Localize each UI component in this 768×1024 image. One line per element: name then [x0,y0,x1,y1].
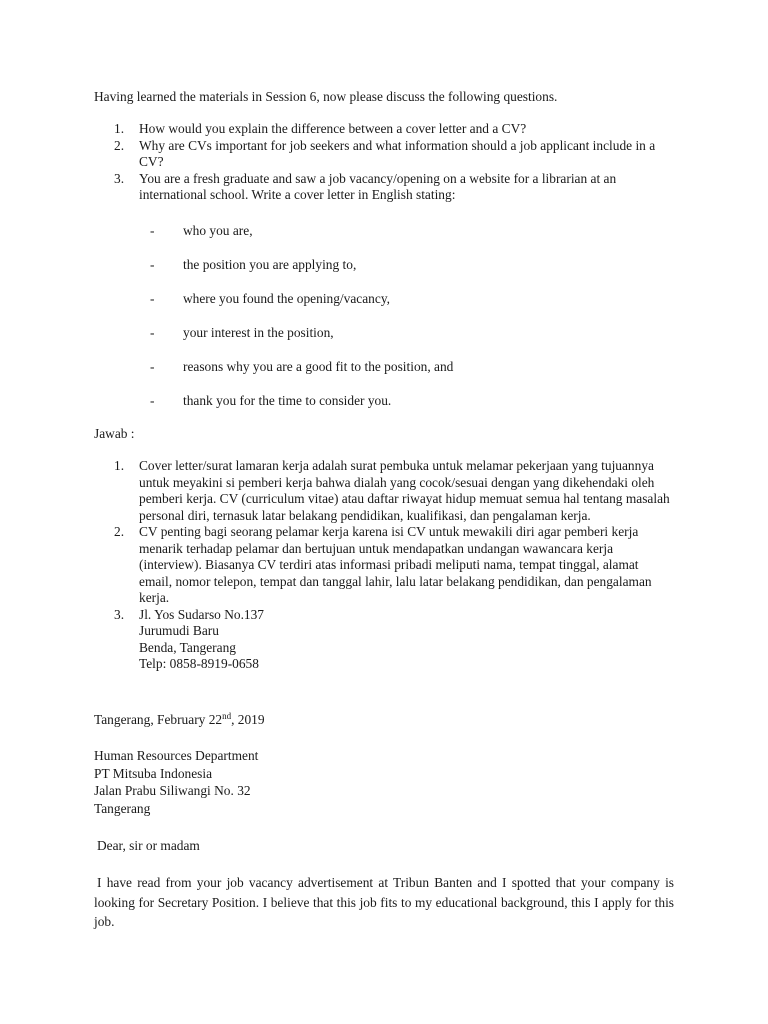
question-number: 1. [114,121,125,136]
sender-address-line: Jurumudi Baru [139,623,219,638]
requirement-item [150,324,453,358]
requirement-item [150,222,453,256]
salutation: Dear, sir or madam [97,838,200,853]
question-number: 3. [114,170,125,186]
sender-address-line: Jl. Yos Sudarso No.137 [139,606,265,622]
dash-marker: - [150,291,155,306]
answer-text: Cover letter/surat lamaran kerja adalah surat pembuka untuk melamar pekerjaan yang tujuannya untuk meyakini si pemberi kerja bahwa dialah yang cocok/sesuai dengan yang dikehendaki oleh pemberi kerja. CV (curriculum vitae) atau daftar riwayat hidup memuat semua hal tentang masalah personal diri, ternasuk latar belakang pendidikan, kualifikasi, dan pengalaman kerja. [139,458,670,523]
date-year: , 2019 [231,712,265,727]
dash-marker: - [150,325,155,340]
question-text: How would you explain the difference between a cover letter and a CV? [139,121,527,136]
answer-number: 1. [114,458,125,473]
date-prefix: Tangerang, February 22 [94,712,223,727]
question-number: 2. [114,137,125,153]
answer-number: 3. [114,606,125,622]
requirement-item [150,358,453,392]
question-text: You are a fresh graduate and saw a job vacancy/opening on a website for a librarian at an international school. Write a cover letter in English stating: [139,170,617,202]
requirement-item [150,290,453,324]
sender-phone: Telp: 0858-8919-0658 [139,656,259,671]
letter-date [94,711,674,729]
dash-marker: - [150,393,155,408]
answer-number: 2. [114,524,125,539]
requirement-text: thank you for the time to consider you. [183,393,392,408]
question-item [114,138,674,171]
answer-text: CV penting bagi seorang pelamar kerja karena isi CV untuk mewakili diri agar pemberi kerja menarik terhadap pelamar dan bertujuan untuk mendapatkan undangan wawancara kerja (interview). Biasanya CV terdiri atas informasi pribadi meliputi nama, tempat tinggal, alamat email, nomor telepon, tempat dan tanggal lahir, lalu latar belakang pendidikan, dan pengalaman kerja. [139,524,652,605]
recipient-line: Tangerang [94,800,151,816]
requirement-text: reasons why you are a good fit to the position, and [183,359,454,374]
requirement-item [150,256,453,290]
requirement-item [150,392,453,426]
recipient-line: Human Resources Department [94,748,259,763]
answer-item [114,524,674,607]
dash-marker: - [150,223,155,238]
recipient-line: PT Mitsuba Indonesia [94,765,213,781]
question-list [114,121,674,204]
dash-marker: - [150,359,155,374]
answer-list [114,458,674,673]
requirement-list [150,222,453,426]
question-item [114,121,674,138]
date-ordinal: nd [222,711,232,721]
requirement-text: your interest in the position, [183,325,334,340]
question-item [114,171,674,204]
dash-marker: - [150,257,155,272]
recipient-block [94,747,674,817]
requirement-text: who you are, [183,223,253,238]
answer-item [114,458,674,524]
intro-text: Having learned the materials in Session 6, now please discuss the following questions. [94,89,558,104]
answer-item [114,607,674,673]
requirement-text: where you found the opening/vacancy, [183,291,390,306]
letter-body-paragraph: I have read from your job vacancy advertisement at Tribun Banten and I spotted that your company is looking for Secretary Position. I believe that this job fits to my educational background, this I apply for this job. [94,875,674,929]
requirement-text: the position you are applying to, [183,257,357,272]
sender-address-line: Benda, Tangerang [139,639,236,655]
question-text: Why are CVs important for job seekers and what information should a job applicant include in a CV? [139,137,656,169]
answer-heading: Jawab : [94,426,135,441]
recipient-line: Jalan Prabu Siliwangi No. 32 [94,783,251,798]
